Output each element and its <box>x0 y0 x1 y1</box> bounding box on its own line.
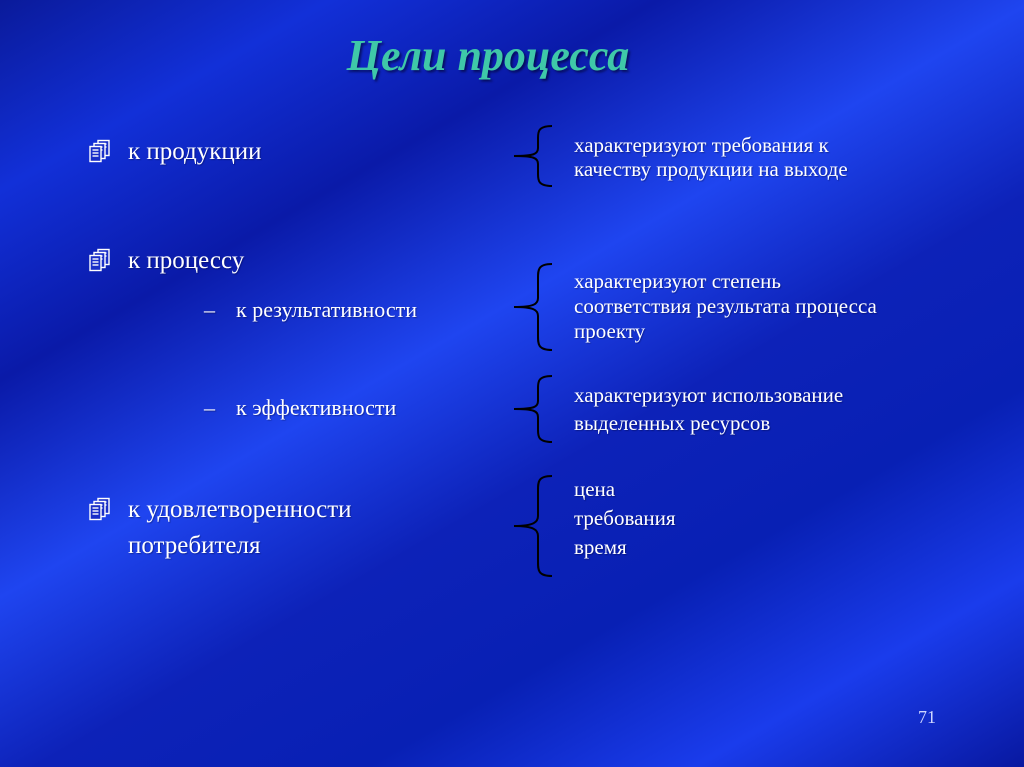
dash-marker: – <box>204 297 215 322</box>
desc-satisfaction-requirements: требования <box>574 506 676 530</box>
curly-brace-icon <box>508 474 556 578</box>
bullet-satisfaction: к удовлетворенности потребителя <box>128 496 352 559</box>
sub-bullet-effectiveness: к результативности <box>236 297 417 322</box>
desc-product-line-2: качеству продукции на выходе <box>574 157 848 181</box>
curly-brace-icon <box>508 124 556 188</box>
desc-effectiveness-line-2: соответствия результата процесса <box>574 294 877 318</box>
desc-product-line-1: характеризуют требования к <box>574 133 829 157</box>
sub-bullet-efficiency: к эффективности <box>236 395 397 420</box>
bullet-process: к процессу <box>128 247 245 274</box>
desc-effectiveness-line-3: проекту <box>574 319 646 343</box>
stacked-pages-icon <box>88 497 112 521</box>
slide-title: Цели процесса <box>346 31 630 80</box>
stacked-pages-icon <box>88 139 112 163</box>
dash-marker: – <box>204 395 215 420</box>
desc-satisfaction-price: цена <box>574 477 616 501</box>
curly-brace-icon <box>508 262 556 352</box>
desc-effectiveness-line-1: характеризуют степень <box>574 269 781 293</box>
stacked-pages-icon <box>88 248 112 272</box>
desc-satisfaction-time: время <box>574 535 627 559</box>
page-number: 71 <box>918 707 936 727</box>
desc-efficiency-line-2: выделенных ресурсов <box>574 411 771 435</box>
bullet-product: к продукции <box>128 138 262 165</box>
curly-brace-icon <box>508 374 556 444</box>
desc-efficiency-line-1: характеризуют использование <box>574 383 844 407</box>
